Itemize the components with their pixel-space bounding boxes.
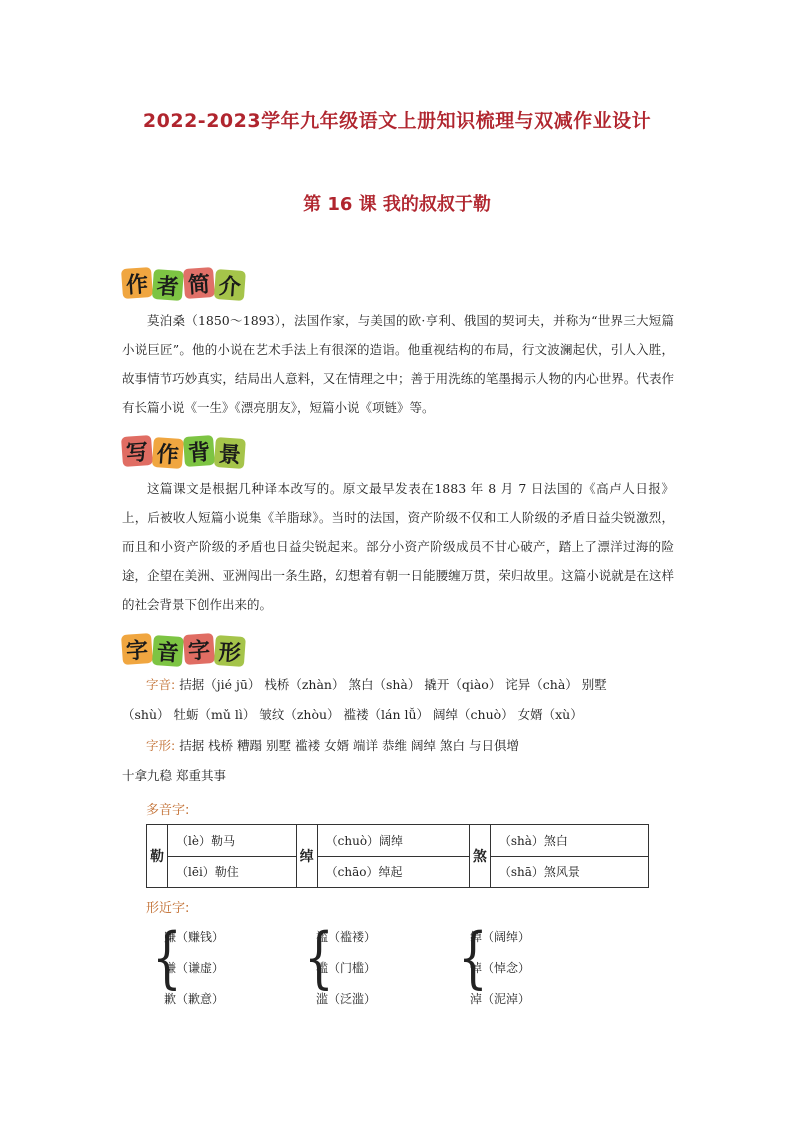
xingjin-label: 形近字:	[146, 901, 190, 916]
table-row	[147, 856, 649, 888]
duoyin-reading: （chāo）绰起	[317, 856, 469, 888]
badge-char: 字	[121, 633, 153, 665]
badge-char: 字	[183, 633, 215, 665]
badge-char: 作	[121, 267, 153, 299]
xingjin-item: 滥（泛滥）	[316, 992, 377, 1006]
zi-xing-label: 字形:	[146, 738, 176, 753]
duoyin-table	[146, 824, 649, 888]
badge-char: 者	[152, 269, 184, 301]
page-title: 2022-2023学年九年级语文上册知识梳理与双减作业设计	[142, 110, 652, 132]
duoyin-reading: （lēi）勒住	[168, 856, 297, 888]
zi-xing-line-2: 十拿九稳 郑重其事	[122, 768, 226, 783]
pronunciation-badge	[122, 634, 246, 668]
brace-icon: {	[458, 919, 488, 996]
badge-char: 音	[152, 635, 184, 667]
zi-yin-text: 拮据（jié jū） 栈桥（zhàn） 煞白（shà） 撬开（qiào） 诧异（chà） 别墅	[179, 677, 607, 692]
badge-char: 写	[121, 435, 153, 467]
table-row	[147, 825, 649, 857]
badge-char: 作	[152, 437, 184, 469]
zi-yin-label: 字音:	[146, 677, 176, 692]
duoyin-reading: （chuò）阔绰	[317, 825, 469, 857]
background-badge	[122, 436, 246, 470]
duoyin-label: 多音字:	[146, 803, 190, 818]
duoyin-char: 煞	[469, 825, 490, 888]
badge-char: 景	[214, 437, 246, 469]
lesson-title: 第 16 课 我的叔叔于勒	[303, 194, 491, 215]
badge-char: 简	[183, 267, 215, 299]
badge-char: 背	[183, 435, 215, 467]
xingjin-item: 淖（泥淖）	[470, 992, 531, 1006]
duoyin-char: 绰	[296, 825, 317, 888]
zi-yin-line-1	[146, 675, 607, 695]
xingjin-item: 赚（赚钱）	[164, 930, 225, 944]
xingjin-item: 悼（悼念）	[470, 961, 531, 975]
duoyin-char: 勒	[147, 825, 168, 888]
badge-char: 形	[214, 635, 246, 667]
author-paragraph: 莫泊桑（1850～1893），法国作家，与美国的欧·亨利、俄国的契诃夫，并称为“世界三大短篇小说巨匠”。他的小说在艺术手法上有很深的造诣。他重视结构的布局，行文波澜起伏，引人入胜，故事情节巧妙真实，结局出人意料，又在情理之中；善于用洗练的笔墨揭示人物的内心世界。代表作有长篇小说《一生》《漂亮朋友》，短篇小说《项链》等。	[122, 313, 674, 415]
xingjin-item: 褴（褴褛）	[316, 930, 377, 944]
zi-xing-text: 拮据 栈桥 糟蹋 别墅 褴褛 女婿 端详 恭维 阔绰 煞白 与日俱增	[179, 738, 519, 753]
xingjin-item: 谦（谦虚）	[164, 961, 225, 975]
zi-xing-line-1	[146, 736, 519, 756]
author-badge	[122, 268, 246, 302]
background-paragraph: 这篇课文是根据几种译本改写的。原文最早发表在1883 年 8 月 7 日法国的《高卢人日报》上，后被收人短篇小说集《羊脂球》。当时的法国，资产阶级不仅和工人阶级的矛盾日益尖锐激烈，而且和小资产阶级的矛盾也日益尖锐起来。部分小资产阶级成员不甘心破产，踏上了漂洋过海的险途，企望在美洲、亚洲闯出一条生路，幻想着有朝一日能腰缠万贯，荣归故里。这篇小说就是在这样的社会背景下创作出来的。	[122, 481, 674, 612]
brace-icon: {	[152, 919, 182, 996]
duoyin-reading: （shà）煞白	[490, 825, 648, 857]
zi-yin-line-2: （shù） 牡蛎（mǔ lì） 皱纹（zhòu） 褴褛（lán lǚ） 阔绰（chuò） 女婿（xù）	[122, 707, 583, 722]
duoyin-reading: （lè）勒马	[168, 825, 297, 857]
badge-char: 介	[214, 269, 246, 301]
brace-icon: {	[304, 919, 334, 996]
xingjin-item: 槛（门槛）	[316, 961, 377, 975]
xingjin-item: 绰（阔绰）	[470, 930, 531, 944]
xingjin-item: 歉（歉意）	[164, 992, 225, 1006]
duoyin-reading: （shā）煞风景	[490, 856, 648, 888]
